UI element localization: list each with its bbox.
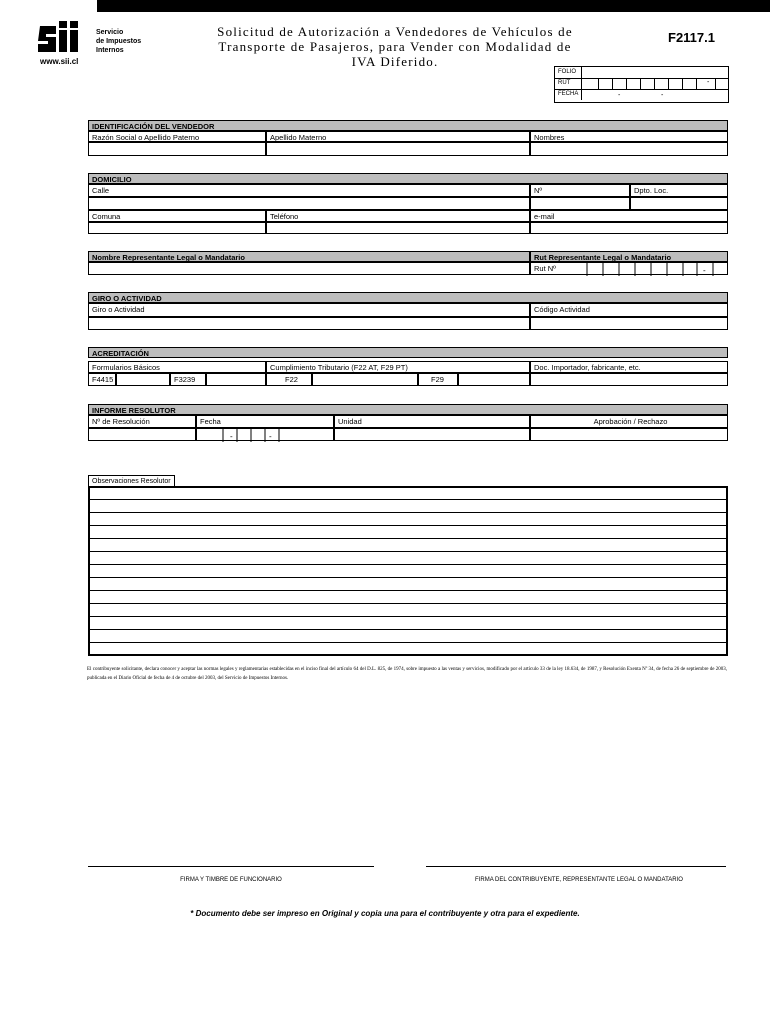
email-field[interactable] bbox=[530, 222, 728, 234]
codigo-label: Código Actividad bbox=[530, 303, 728, 317]
rut-representante-header: Rut Representante Legal o Mandatario bbox=[530, 251, 728, 262]
nombres-label: Nombres bbox=[530, 131, 728, 142]
numero-label: Nº bbox=[530, 184, 630, 197]
doc-label: Doc. Importador, fabricante, etc. bbox=[530, 361, 728, 373]
email-label: e-mail bbox=[530, 210, 728, 222]
codigo-field[interactable] bbox=[530, 317, 728, 330]
firma-contribuyente-label: FIRMA DEL CONTRIBUYENTE, REPRESENTANTE LEGAL O MANDATARIO bbox=[475, 877, 683, 883]
f3239-label: F3239 bbox=[170, 373, 206, 386]
telefono-field[interactable] bbox=[266, 222, 530, 234]
fecha-resolucion-label: Fecha bbox=[196, 415, 334, 428]
form-title bbox=[180, 24, 610, 69]
domicilio-header: DOMICILIO bbox=[88, 173, 728, 184]
apellido-materno-field[interactable] bbox=[266, 142, 530, 156]
f29-field[interactable] bbox=[458, 373, 530, 386]
resolucion-field[interactable] bbox=[88, 428, 196, 441]
giro-label: Giro o Actividad bbox=[88, 303, 530, 317]
svg-text:-: - bbox=[703, 266, 706, 275]
org-line-1: Servicio bbox=[96, 29, 124, 36]
representante-field[interactable] bbox=[88, 262, 530, 275]
org-name bbox=[96, 28, 141, 55]
firma-funcionario-line[interactable] bbox=[88, 866, 374, 867]
org-line-2: de Impuestos bbox=[96, 38, 142, 45]
form-code: F2117.1 bbox=[668, 30, 715, 45]
rut-representante-label: Rut Nº bbox=[534, 264, 556, 273]
representante-header: Nombre Representante Legal o Mandatario bbox=[88, 251, 530, 262]
comuna-field[interactable] bbox=[88, 222, 266, 234]
firma-contribuyente-line[interactable] bbox=[426, 866, 726, 867]
sii-logo bbox=[38, 20, 94, 58]
formularios-label: Formularios Básicos bbox=[88, 361, 266, 373]
calle-label: Calle bbox=[88, 184, 530, 197]
top-black-bar bbox=[97, 0, 770, 12]
comuna-label: Comuna bbox=[88, 210, 266, 222]
title-line-2: Transporte de Pasajeros, para Vender con Modalidad de bbox=[218, 39, 572, 54]
firma-funcionario-label: FIRMA Y TIMBRE DE FUNCIONARIO bbox=[180, 877, 282, 883]
f22-label: F22 bbox=[266, 373, 312, 386]
f22-field[interactable] bbox=[312, 373, 418, 386]
aprobacion-field[interactable] bbox=[530, 428, 728, 441]
nombres-field[interactable] bbox=[530, 142, 728, 156]
f4415-field[interactable] bbox=[116, 373, 170, 386]
numero-field[interactable] bbox=[530, 197, 630, 210]
folio-label: FOLIO bbox=[558, 69, 577, 75]
f29-label: F29 bbox=[418, 373, 458, 386]
title-line-1: Solicitud de Autorización a Vendedores de Vehículos de bbox=[217, 24, 573, 39]
fecha-resolucion-boxes bbox=[197, 429, 335, 442]
rut-row[interactable]: RUT - bbox=[555, 78, 728, 90]
f4415-label: F4415 bbox=[88, 373, 116, 386]
informe-header: INFORME RESOLUTOR bbox=[88, 404, 728, 415]
svg-text:-: - bbox=[230, 432, 233, 441]
observaciones-label: Observaciones Resolutor bbox=[88, 475, 175, 488]
org-line-3: Internos bbox=[96, 47, 124, 54]
giro-field[interactable] bbox=[88, 317, 530, 330]
apellido-materno-label: Apellido Materno bbox=[266, 131, 530, 142]
rut-representante-field[interactable] bbox=[530, 262, 728, 275]
razon-social-field[interactable] bbox=[88, 142, 266, 156]
doc-field[interactable] bbox=[530, 373, 728, 386]
resolucion-label: Nº de Resolución bbox=[88, 415, 196, 428]
legal-declaration: El contribuyente solicitante, declara conocer y aceptar las normas legales y reglamentarias establecidas en el inciso final del artículo 64 del D.L. 825, de 1974, sobre impuesto a las ventas y servicios, modificado por el artículo 33 de la ley 18.634, de 1987, y Resolución Exenta Nº 34, de fecha 26 de septiembre de 2003, publicada en el Diario Oficial de fecha de 4 de octubre del 2003, del Servicio de Impuestos Internos. bbox=[87, 667, 727, 681]
vendedor-header: IDENTIFICACIÓN DEL VENDEDOR bbox=[88, 120, 728, 131]
unidad-label: Unidad bbox=[334, 415, 530, 428]
observaciones-box[interactable] bbox=[88, 486, 728, 656]
org-url: www.sii.cl bbox=[40, 57, 79, 66]
title-line-3: IVA Diferido. bbox=[351, 54, 439, 69]
folio-box bbox=[554, 66, 729, 103]
fecha-label: FECHA bbox=[558, 91, 579, 97]
svg-text:-: - bbox=[269, 432, 272, 441]
dpto-field[interactable] bbox=[630, 197, 728, 210]
f3239-field[interactable] bbox=[206, 373, 266, 386]
fecha-row[interactable]: FECHA - - bbox=[558, 91, 664, 99]
razon-social-label: Razón Social o Apellido Paterno bbox=[88, 131, 266, 142]
telefono-label: Teléfono bbox=[266, 210, 530, 222]
dpto-label: Dpto. Loc. bbox=[630, 184, 728, 197]
cumplimiento-label: Cumplimiento Tributario (F22 AT, F29 PT) bbox=[266, 361, 530, 373]
rut-label: RUT bbox=[558, 80, 571, 86]
calle-field[interactable] bbox=[88, 197, 530, 210]
acreditacion-header: ACREDITACIÓN bbox=[88, 347, 728, 358]
fecha-resolucion-field[interactable] bbox=[196, 428, 334, 441]
aprobacion-label: Aprobación / Rechazo bbox=[530, 415, 728, 428]
footer-note: * Documento debe ser impreso en Original y copia una para el contribuyente y otra para el expediente. bbox=[190, 909, 580, 918]
rut-representante-boxes bbox=[531, 263, 729, 276]
giro-header: GIRO O ACTIVIDAD bbox=[88, 292, 728, 303]
unidad-field[interactable] bbox=[334, 428, 530, 441]
